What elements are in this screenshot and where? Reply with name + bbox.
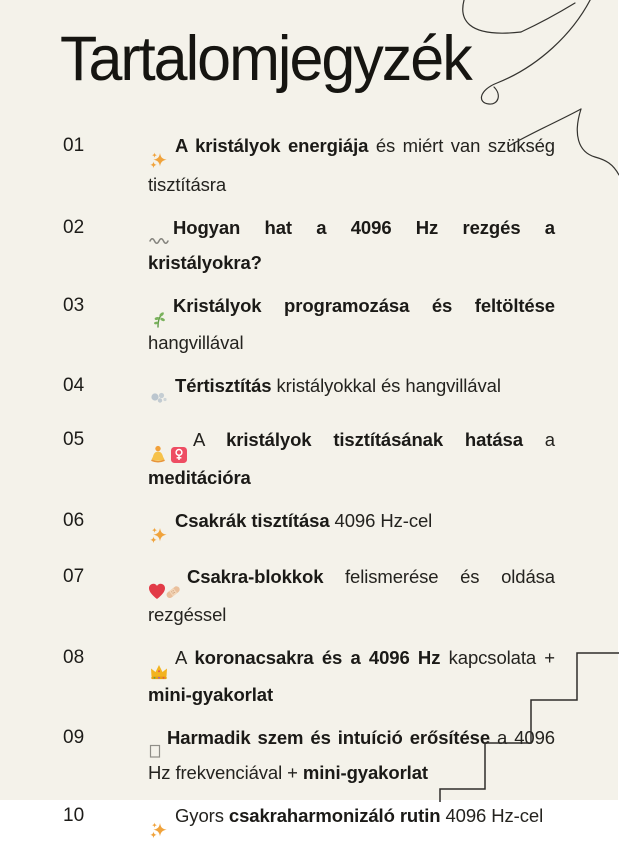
toc-item-text (148, 293, 555, 356)
toc-item-text-segment: mini-gyakorlat (302, 762, 428, 783)
toc-item (63, 373, 555, 410)
toc-item-number: 06 (63, 510, 85, 531)
toc-item-text-segment: Kristályok programozása és feltöltése (173, 295, 555, 316)
toc-item (63, 508, 555, 547)
woman-meditating-icon (148, 444, 188, 465)
toc-item-text-segment: Harmadik szem és intuíció erősítése (167, 727, 491, 748)
toc-item-text (148, 645, 555, 708)
toc-item-text-segment: Tértisztítás (175, 375, 272, 396)
toc-item-number: 01 (63, 135, 85, 156)
toc-item-text (148, 725, 555, 786)
toc-item-text (148, 803, 555, 842)
toc-item-text-segment: Csakrák tisztítása (175, 510, 330, 531)
toc-item-text (148, 564, 555, 628)
toc-item-number: 10 (63, 805, 85, 826)
toc-item-text (148, 215, 555, 276)
toc-item-text-segment: kristályok tisztításának hatása (226, 429, 523, 450)
toc-item (63, 133, 555, 198)
toc-item-text-segment: a (522, 429, 555, 450)
smoke-puff-icon (148, 390, 170, 410)
wavy-dash-icon (148, 232, 168, 250)
toc-item-text-segment: A kristályok energiája (175, 135, 369, 156)
toc-item-number: 07 (63, 566, 85, 587)
toc-item-text-segment: Csakra-blokkok (187, 566, 324, 587)
toc-item-text-segment: kristályokkal és hangvillával (271, 375, 501, 396)
toc-item-number: 02 (63, 217, 85, 238)
toc-item-number: 05 (63, 429, 85, 450)
toc-item-text-segment: csakraharmonizáló rutin (228, 805, 441, 826)
toc-item-text-segment: kapcsolata + (440, 647, 556, 668)
toc-item-number: 04 (63, 375, 85, 396)
toc-item-text (148, 133, 555, 198)
toc-item-number: 03 (63, 295, 85, 316)
toc-item (63, 645, 555, 708)
toc-item-text-segment: A (193, 429, 227, 450)
toc-item-text-segment: mini-gyakorlat (148, 684, 274, 705)
toc-item-text-segment: felismerése és oldása rezgéssel (148, 566, 555, 625)
toc-item-text-segment: hangvillával (148, 332, 244, 353)
toc-item (63, 293, 555, 356)
herb-icon (148, 310, 168, 330)
toc-item-text (148, 373, 555, 410)
toc-item-text-segment: a 4096 Hz frekvenciával + (148, 727, 555, 783)
missing-glyph-box-icon (148, 742, 162, 760)
toc-item-text-segment: 4096 Hz-cel (440, 805, 544, 826)
toc-item (63, 564, 555, 628)
toc-item-text-segment: 4096 Hz-cel (329, 510, 433, 531)
sparkles-icon (148, 525, 170, 547)
toc-item-number: 09 (63, 727, 85, 748)
toc-item-text (148, 427, 555, 491)
toc-list (63, 133, 555, 842)
toc-item (63, 427, 555, 491)
toc-item-text (148, 508, 555, 547)
crown-icon (148, 662, 170, 682)
toc-item (63, 215, 555, 276)
sparkles-icon (148, 150, 170, 172)
page-title: Tartalomjegyzék (60, 23, 471, 94)
toc-item-text-segment: meditációra (148, 467, 251, 488)
sparkles-icon (148, 820, 170, 842)
toc-item-number: 08 (63, 647, 85, 668)
mending-heart-icon (148, 581, 182, 602)
toc-item (63, 803, 555, 842)
toc-item-text-segment: Hogyan hat a 4096 Hz rezgés a kristályokra? (148, 217, 555, 273)
toc-item-text-segment: és miért van szükség tisztításra (148, 135, 555, 195)
toc-item-text-segment: A (175, 647, 195, 668)
toc-item-text-segment: Gyors (175, 805, 229, 826)
toc-item (63, 725, 555, 786)
toc-item-text-segment: koronacsakra és a 4096 Hz (194, 647, 441, 668)
